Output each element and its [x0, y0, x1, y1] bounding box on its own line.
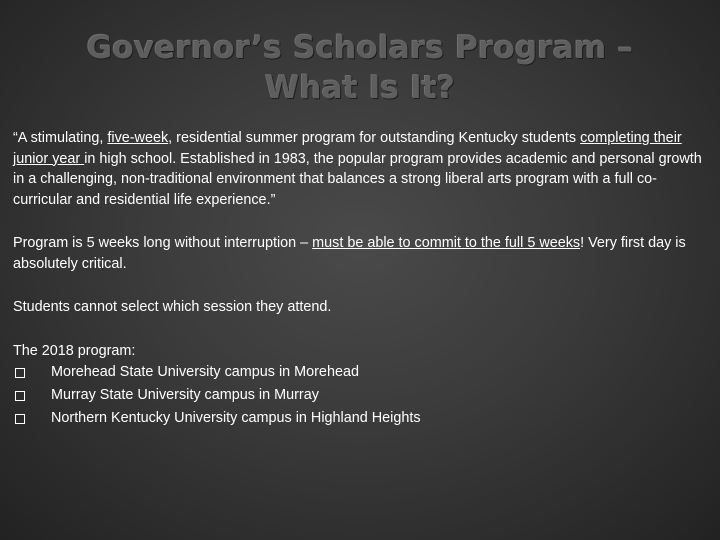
quote-text-end: in high school. Established in 1983, the popular program provides academic and personal growth in a challenging, non-traditional environment that balances a strong liberal arts program with a full co-curricular and residential life experience.” [13, 150, 702, 208]
list-item [13, 384, 703, 407]
checkbox-bullet-icon [15, 368, 25, 378]
program-description [13, 128, 703, 210]
program-heading: The 2018 program: [13, 342, 136, 359]
commitment-emphasis: must be able to commit to the full 5 weeks [312, 235, 581, 251]
campus-label: Murray State University campus in Murray [51, 387, 319, 403]
session-note: Students cannot select which session they attend. [13, 299, 332, 315]
junior-year-emphasis: completing their junior year [13, 130, 682, 167]
campus-list [13, 361, 703, 430]
checkbox-bullet-icon [15, 414, 25, 424]
checkbox-bullet-icon [15, 391, 25, 401]
five-week-emphasis: five-week [107, 130, 169, 146]
list-item [13, 407, 703, 430]
length-text-start: Program is 5 weeks long without interruption – [13, 235, 313, 251]
program-length-note [13, 233, 703, 274]
quote-text-middle: , residential summer program for outstanding Kentucky students [168, 130, 581, 146]
length-text-end: ! Very first day is absolutely critical. [13, 235, 686, 272]
campus-label: Northern Kentucky University campus in Highland Heights [51, 410, 421, 426]
slide-body [13, 128, 703, 430]
list-item [13, 361, 703, 384]
campus-label: Morehead State University campus in Morehead [51, 364, 359, 380]
slide-title: Governor’s Scholars Program – What Is It? [86, 30, 634, 106]
quote-text-start: “A stimulating, [13, 130, 108, 146]
